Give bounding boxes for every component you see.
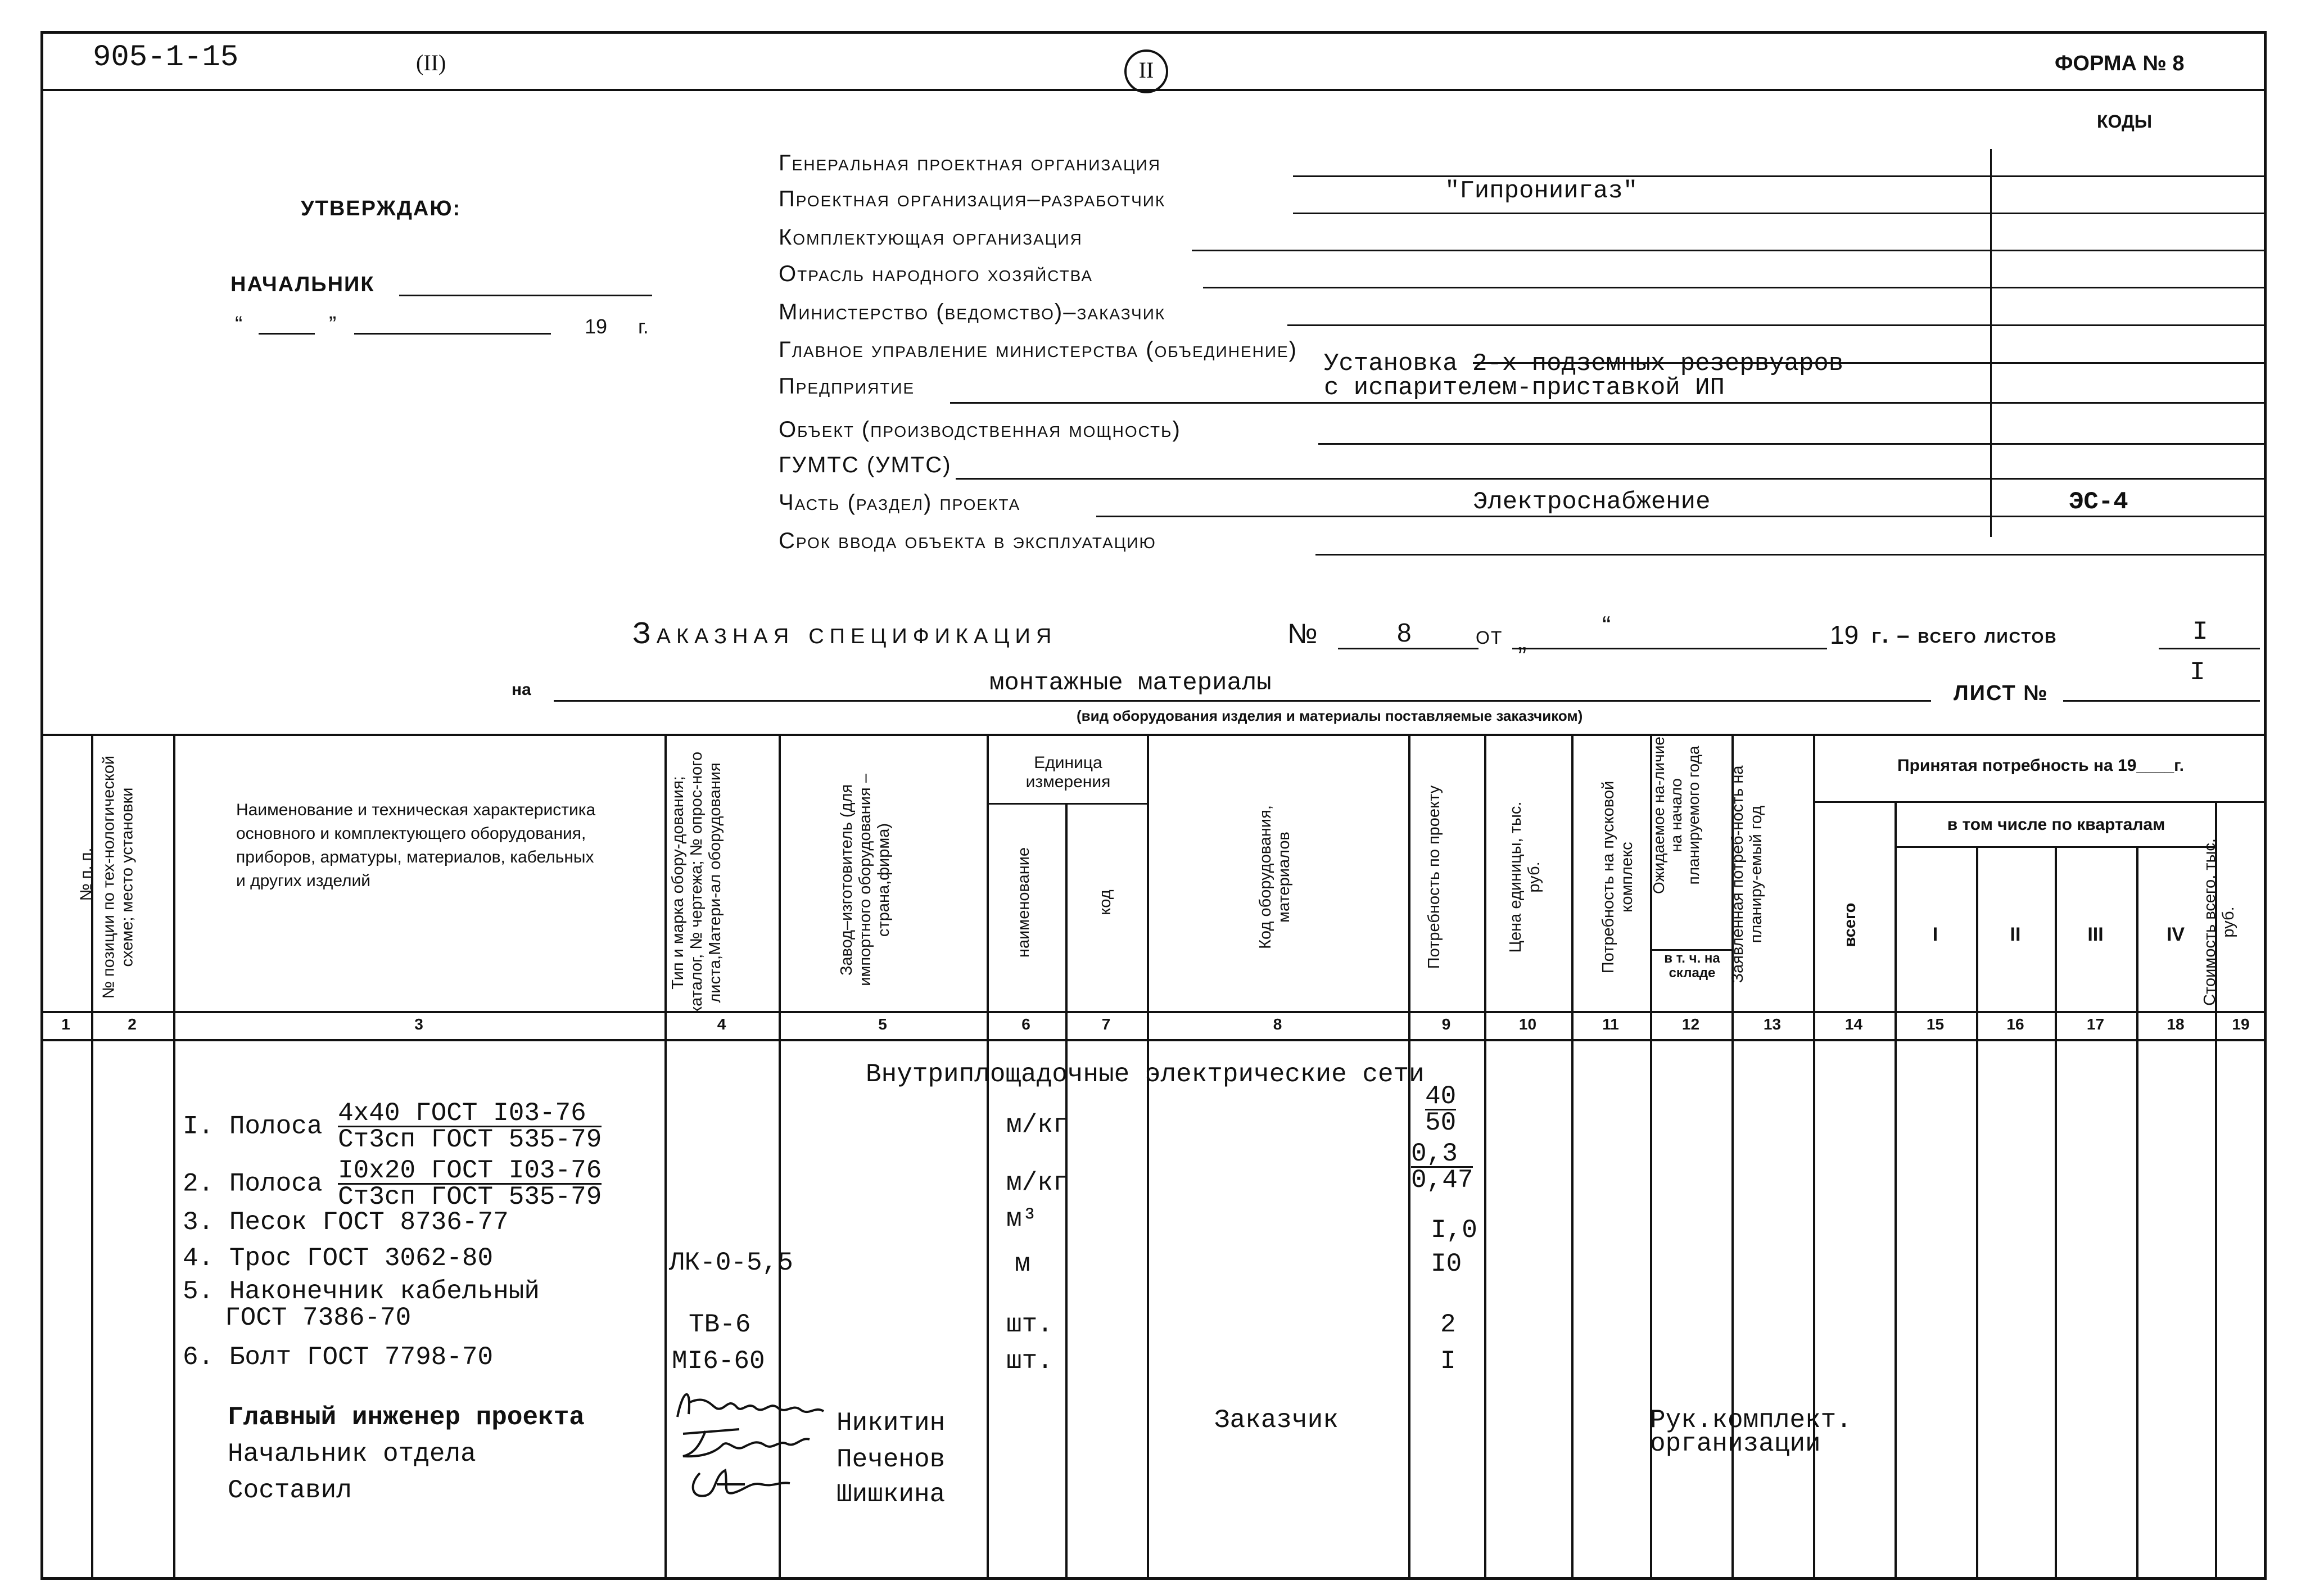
col-title-10: Цена единицы, тыс. руб. xyxy=(1507,801,1543,953)
sheet-number: I xyxy=(2190,658,2205,687)
col-number: 4 xyxy=(717,1015,726,1033)
row-number: 5. xyxy=(183,1277,214,1306)
org-field-line xyxy=(1293,175,2266,177)
col-title-7: код xyxy=(1096,889,1114,915)
org-field-label: ГУМТС (УМТС) xyxy=(779,453,952,477)
col-title-2: № позиции по тех-нологической схеме; место установки xyxy=(100,755,137,999)
approve-year-suffix: г. xyxy=(638,315,649,338)
col-divider xyxy=(987,734,989,1580)
col-title-11: Потребность на пусковой комплекс xyxy=(1599,780,1636,974)
spec-date-line xyxy=(1512,648,1827,649)
sheets-total-line xyxy=(2159,648,2260,649)
table-row xyxy=(183,1343,493,1372)
col-number: 13 xyxy=(1763,1015,1782,1033)
row-spec xyxy=(338,1156,602,1212)
org-field-label: Министерство (ведомство)–заказчик xyxy=(779,300,1166,324)
row-name: Полоса xyxy=(229,1169,323,1199)
row-unit: м xyxy=(1015,1249,1030,1279)
row-spec-top: I0x20 ГОСТ I03-76 xyxy=(338,1156,602,1185)
codes-label: КОДЫ xyxy=(2097,111,2153,132)
row-unit: шт. xyxy=(1006,1347,1053,1376)
org-field-label: Срок ввода объекта в эксплуатацию xyxy=(779,529,1156,553)
col-title-9: Потребность по проекту xyxy=(1425,785,1443,969)
org-head-label: Рук.комплект. xyxy=(1650,1406,1852,1435)
row-type: ТВ-6 xyxy=(689,1310,751,1339)
row-qty-top: 40 xyxy=(1425,1082,1457,1111)
sheet-circle: II xyxy=(1124,49,1168,93)
signer-role: Начальник отдела xyxy=(228,1439,476,1469)
spec-number-value: 8 xyxy=(1397,618,1412,647)
col-title-14: всего xyxy=(1841,902,1859,947)
approve-title: УТВЕРЖДАЮ: xyxy=(301,197,462,220)
row-type: МI6-60 xyxy=(672,1347,765,1376)
org-field-value: Установка 2-х подземных резервуаров xyxy=(1324,350,1844,378)
spec-quote-open: “ xyxy=(1602,611,1611,640)
spec-from-label: от xyxy=(1476,620,1503,649)
col-title-6: наименование xyxy=(1015,847,1033,958)
col-title-5: Завод–изготовитель (для импортного оборудования –страна,фирма) xyxy=(838,774,893,986)
row-spec xyxy=(338,1101,602,1152)
org-field-label: Предприятие xyxy=(779,374,915,399)
row-number: 6. xyxy=(183,1343,214,1372)
approve-month-line xyxy=(354,333,551,335)
col-title-13: Заявленная потреб-ность на планиру-емый год xyxy=(1729,765,1765,983)
col-number: 7 xyxy=(1101,1015,1111,1033)
table-row xyxy=(183,1244,493,1273)
signer-name: Никитин xyxy=(837,1408,946,1438)
org-field-label: Комплектующая организация xyxy=(779,225,1083,250)
approve-quote-open: “ xyxy=(235,312,243,337)
org-field-label: Проектная организация–разработчик xyxy=(779,187,1166,211)
org-field-label: Объект (производственная мощность) xyxy=(779,417,1181,442)
row-unit: шт. xyxy=(1006,1310,1053,1339)
row-number: 4. xyxy=(183,1244,214,1273)
org-field-label: Генеральная проектная организация xyxy=(779,151,1161,175)
signer-role: Составил xyxy=(228,1476,352,1505)
row-spec-bottom: Ст3сп ГОСТ 535-79 xyxy=(338,1182,602,1212)
signature-nikitin xyxy=(672,1383,829,1425)
org-field-line xyxy=(1287,324,2266,326)
col-number: 18 xyxy=(2167,1015,2185,1033)
col-number: 5 xyxy=(878,1015,887,1033)
col-title-12: Ожидаемое на-личие на начало планируемого года xyxy=(1650,737,1702,894)
header-divider xyxy=(40,89,2267,91)
quarters-title: в том числе по кварталам xyxy=(1947,815,2165,834)
org-field-line xyxy=(950,402,2266,404)
org-field-line xyxy=(1318,443,2266,445)
row-spec-top: 4x40 ГОСТ I03-76 xyxy=(338,1101,602,1127)
approve-year: 19 xyxy=(585,315,608,338)
col-title-1: № п. п. xyxy=(77,847,96,901)
quarter-3: III xyxy=(2087,924,2104,945)
row-qty: I xyxy=(1440,1347,1456,1376)
row-type: ЛК-0-5,5 xyxy=(669,1248,793,1277)
row-spec-bottom: Ст3сп ГОСТ 535-79 xyxy=(338,1125,602,1154)
signer-role: Главный инженер проекта xyxy=(228,1403,585,1432)
org-field-label: Отрасль народного хозяйства xyxy=(779,261,1093,286)
unit-group-line xyxy=(987,803,1147,805)
col-number: 1 xyxy=(61,1015,70,1033)
unit-group-title: Единица измерения xyxy=(1025,753,1111,791)
col-divider xyxy=(173,734,175,1580)
org-field-value: "Гипрониигаз" xyxy=(1445,177,1638,205)
col-title-12b: в т. ч. на складе xyxy=(1664,951,1720,981)
org-field-label: Главное управление министерства (объединение) xyxy=(779,337,1297,362)
col-number: 15 xyxy=(1926,1015,1945,1033)
org-field-label: Часть (раздел) проекта xyxy=(779,490,1021,515)
org-field-value: с испарителем-приставкой ИП xyxy=(1324,374,1725,402)
org-field-value: Электроснабжение xyxy=(1473,488,1711,516)
col-number: 10 xyxy=(1518,1015,1537,1033)
table-top-line xyxy=(40,734,2267,736)
accepted-title: Принятая потребность на 19____г. xyxy=(1897,756,2184,775)
sheet-label: ЛИСТ № xyxy=(1954,681,2049,705)
col-divider xyxy=(1571,734,1574,1580)
row-qty-bottom: 0,47 xyxy=(1411,1166,1473,1195)
sheet-number-line xyxy=(2063,700,2260,702)
row-unit: м/кг xyxy=(1006,1168,1069,1198)
col-number: 12 xyxy=(1681,1015,1700,1033)
row-number: 3. xyxy=(183,1208,214,1237)
table-row xyxy=(183,1279,540,1304)
org-field-line xyxy=(956,478,2266,480)
quarter-2: II xyxy=(2010,924,2021,945)
sheets-total: I xyxy=(2192,617,2208,647)
project-part-code: ЭС-4 xyxy=(2069,488,2128,516)
row-qty xyxy=(1425,1084,1456,1135)
row-qty: I,0 xyxy=(1431,1216,1477,1245)
spec-number-line xyxy=(1338,648,1479,649)
row-number: I. xyxy=(183,1112,214,1141)
accepted-line xyxy=(1813,801,2267,803)
col-number: 8 xyxy=(1273,1015,1282,1033)
signer-name: Шишкина xyxy=(837,1480,946,1509)
table-row xyxy=(183,1208,509,1237)
spec-title: Заказная спецификация xyxy=(632,616,1057,650)
spec-quote-close: ” xyxy=(1518,642,1527,671)
col-title-3: Наименование и техническая характеристика основного и комплектующего оборудования, приборов, арматуры, материалов, кабельных и других изделий xyxy=(236,801,596,890)
col-divider xyxy=(2136,846,2138,1580)
row-name: Песок ГОСТ 8736-77 xyxy=(229,1208,509,1237)
col-divider xyxy=(2055,846,2057,1580)
row-qty: 2 xyxy=(1440,1310,1456,1339)
chief-signature-line xyxy=(399,295,652,296)
row-name: Наконечник кабельный xyxy=(229,1277,540,1306)
col-divider xyxy=(1976,846,1978,1580)
signer-name: Печенов xyxy=(837,1445,946,1474)
part-number: (II) xyxy=(416,50,446,75)
col-divider xyxy=(664,734,667,1580)
org-field-line xyxy=(1192,250,2266,251)
chief-label: НАЧАЛЬНИК xyxy=(230,273,375,296)
row-number: 2. xyxy=(183,1169,214,1199)
col-number: 6 xyxy=(1021,1015,1030,1033)
approve-quote-close: ” xyxy=(329,312,337,337)
spec-year: 19 xyxy=(1830,620,1859,649)
col-number: 19 xyxy=(2232,1015,2250,1033)
spec-on-label: на xyxy=(512,680,531,699)
col-title-4: Тип и марка обору-дования; каталог, № чертежа; № опрос-ного листа,Матери-ал оборудования xyxy=(669,751,724,1014)
org-field-line xyxy=(1293,213,2266,214)
org-head-label-2: организации xyxy=(1650,1429,1821,1458)
spec-subject-note: (вид оборудования изделия и материалы поставляемые заказчиком) xyxy=(1077,707,1583,724)
table-number-row-bottom xyxy=(40,1039,2267,1041)
row-qty-bottom: 50 xyxy=(1425,1108,1457,1137)
signature-shishkina xyxy=(683,1462,795,1507)
spec-year-suffix: г. – всего листов xyxy=(1872,623,2058,648)
document-code: 905-1-15 xyxy=(93,40,239,75)
spec-number-label: № xyxy=(1287,618,1318,649)
col-divider xyxy=(1408,734,1410,1580)
col-number: 17 xyxy=(2086,1015,2105,1033)
col-title-8: Код оборудования, материалов xyxy=(1256,805,1293,949)
quarter-4: IV xyxy=(2166,924,2185,945)
org-field-line xyxy=(1315,554,2266,556)
row-name: Полоса xyxy=(229,1112,323,1141)
org-field-line xyxy=(1203,287,2266,288)
col-divider xyxy=(1484,734,1486,1580)
col-divider xyxy=(1895,801,1897,1580)
approve-day-line xyxy=(259,333,315,335)
row-qty-top: 0,3 xyxy=(1411,1141,1473,1168)
quarters-line xyxy=(1895,846,2215,848)
table-row xyxy=(183,1156,602,1212)
form-number: ФОРМА № 8 xyxy=(2055,52,2185,75)
col-number: 9 xyxy=(1441,1015,1451,1033)
customer-label: Заказчик xyxy=(1214,1406,1339,1435)
section-title: Внутриплощадочные электрические сети xyxy=(866,1060,1425,1089)
col-title-19: Стоимость всего, тыс. руб. xyxy=(2201,838,2237,1006)
row-name-2: ГОСТ 7386-70 xyxy=(225,1303,412,1333)
spec-subject-line xyxy=(554,700,1931,702)
row-qty: I0 xyxy=(1431,1249,1462,1279)
col-number: 11 xyxy=(1602,1015,1619,1033)
row-qty xyxy=(1411,1141,1473,1193)
col-number: 3 xyxy=(414,1015,423,1033)
org-field-line xyxy=(1473,362,2266,364)
signature-pechenov xyxy=(672,1423,829,1462)
col-number: 2 xyxy=(128,1015,137,1033)
row-unit: м³ xyxy=(1006,1204,1038,1234)
col-number: 14 xyxy=(1844,1015,1863,1033)
table-number-row-top xyxy=(40,1011,2267,1013)
row-name: Болт ГОСТ 7798-70 xyxy=(229,1343,494,1372)
row-name: Трос ГОСТ 3062-80 xyxy=(229,1244,494,1273)
spec-subject: монтажные материалы xyxy=(989,669,1272,697)
row-unit: м/кг xyxy=(1006,1110,1069,1140)
col-divider xyxy=(1147,734,1149,1580)
org-field-line xyxy=(1096,516,2266,517)
quarter-1: I xyxy=(1932,924,1938,945)
table-row xyxy=(183,1101,602,1152)
col-number: 16 xyxy=(2006,1015,2024,1033)
